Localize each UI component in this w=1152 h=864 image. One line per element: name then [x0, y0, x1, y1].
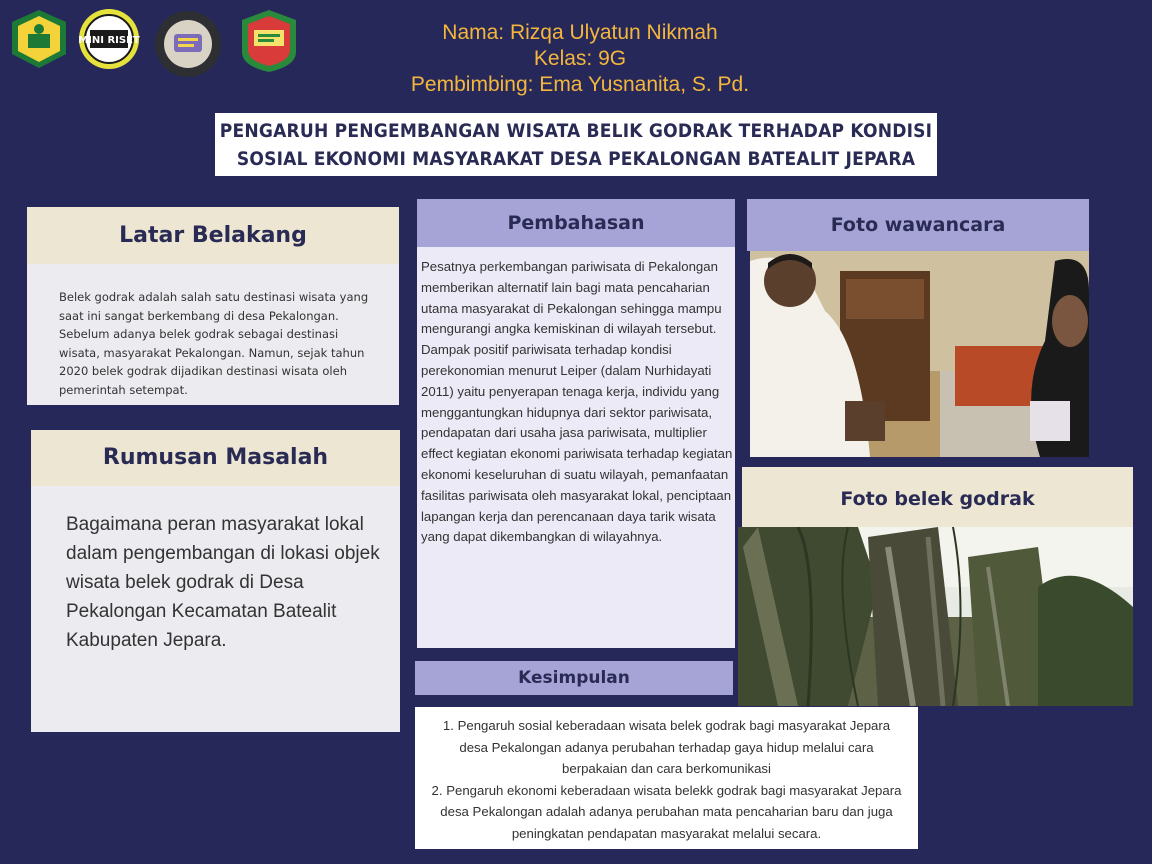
- student-name: Nama: Rizqa Ulyatun Nikmah: [442, 21, 718, 44]
- madrasah-literasi-logo: [150, 8, 226, 80]
- belek-godrak-photo: [738, 527, 1133, 706]
- kesimpulan-section: [415, 707, 918, 849]
- rumusan-masalah-heading: Rumusan Masalah: [31, 430, 400, 486]
- student-advisor: Pembimbing: Ema Yusnanita, S. Pd.: [410, 73, 750, 96]
- poster-title-line2: SOSIAL EKONOMI MASYARAKAT DESA PEKALONGAN BATEALIT JEPARA: [236, 148, 916, 170]
- kesimpulan-point-2: 2. Pengaruh ekonomi keberadaan wisata belekk godrak bagi masyarakat Jepara desa Pekalongan adalah adanya perubahan mata pencaharian baru dan juga peningkatan pendapatan masyarakat melalui secara.: [431, 782, 902, 841]
- mini-riset-logo: [78, 8, 140, 70]
- kesimpulan-heading: Kesimpulan: [415, 661, 733, 695]
- pembahasan-section: [417, 199, 735, 648]
- foto-belek-heading: Foto belek godrak: [742, 467, 1133, 527]
- kemenag-logo: [8, 8, 70, 70]
- pembahasan-text: Pesatnya perkembangan pariwisata di Pekalongan memberikan alternatif lain bagi mata pencaharian utama masyarakat di Pekalongan sehingga mampu mengurangi angka kemiskinan di wilayah tersebut. Dampak positif pariwisata terhadap kondisi perekonomian menurut Leiper (dalam Nurhidayati 2011) yaitu penyerapan tenaga kerja, individu yang menggantungkan hidupnya dari sektor pariwisata, pendapatan dari usaha jasa pariwisata, multiplier effect kegiatan ekonomi pariwisata terhadap kegiatan ekonomi keseluruhan di suatu wilayah, pemanfaatan fasilitas pariwisata oleh masyarakat lokal, penciptaan lapangan kerja dan perencanaan daya tarik wisata yang dapat dikembangkan di wilayahnya.: [421, 259, 733, 545]
- latar-belakang-section: [27, 207, 399, 405]
- foto-wawancara-heading: Foto wawancara: [747, 199, 1089, 251]
- kesimpulan-point-1: 1. Pengaruh sosial keberadaan wisata belek godrak bagi masyarakat Jepara desa Pekalongan adanya perubahan terhadap gaya hidup melalui cara berpakaian dan cara berkomunikasi: [442, 718, 891, 776]
- rumusan-masalah-text: Bagaimana peran masyarakat lokal dalam pengembangan di lokasi objek wisata belek godrak di Desa Pekalongan Kecamatan Batealit Kabupaten Jepara.: [66, 514, 380, 651]
- latar-belakang-heading: Latar Belakang: [27, 207, 399, 264]
- mini-riset-logo-text: MINI RISET: [78, 35, 140, 46]
- poster-title: [215, 113, 937, 176]
- latar-belakang-text: Belek godrak adalah salah satu destinasi wisata yang saat ini sangat berkembang di desa Pekalongan. Sebelum adanya belek godrak sebagai destinasi wisata, masyarakat Pekalongan. Namun, sejak tahun 2020 belek godrak dijadikan destinasi wisata oleh pemerintah setempat.: [59, 290, 369, 397]
- pembahasan-heading: Pembahasan: [417, 199, 735, 247]
- student-class: Kelas: 9G: [533, 47, 627, 70]
- madrasah-riset-logo: [240, 8, 298, 74]
- student-info: [330, 20, 830, 98]
- rumusan-masalah-section: [31, 430, 400, 732]
- poster-title-line1: PENGARUH PENGEMBANGAN WISATA BELIK GODRAK TERHADAP KONDISI: [219, 120, 933, 142]
- interview-photo: [750, 251, 1089, 457]
